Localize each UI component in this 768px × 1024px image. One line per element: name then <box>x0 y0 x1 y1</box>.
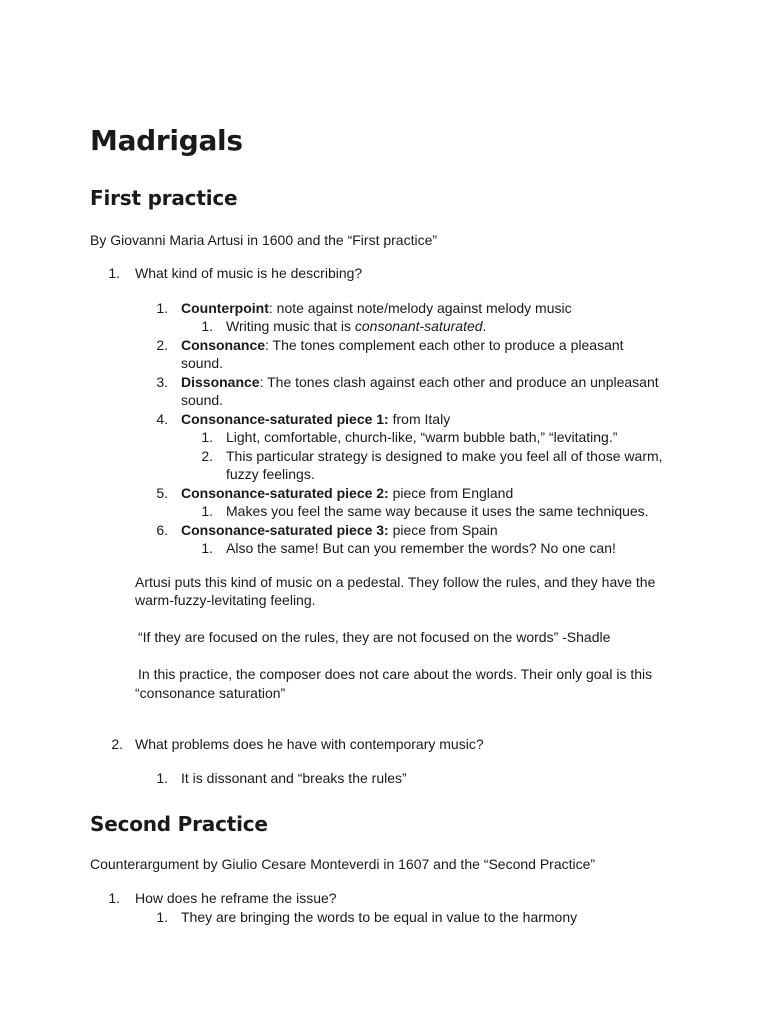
list-item-continuation: fuzzy feelings. <box>226 466 315 482</box>
list-number: 1. <box>201 503 213 519</box>
section-heading-first-practice: First practice <box>90 186 238 210</box>
paragraph-line: Artusi puts this kind of music on a pedestal. They follow the rules, and they have the <box>135 574 656 590</box>
definition: : The tones clash against each other and produce an unpleasant <box>259 374 659 390</box>
list-number: 4. <box>156 411 168 427</box>
list-number: 1. <box>201 429 213 445</box>
paragraph-line: “consonance saturation” <box>135 685 286 701</box>
definition: piece from Spain <box>388 522 498 538</box>
question-text: How does he reframe the issue? <box>135 890 337 906</box>
list-item <box>181 336 624 354</box>
definition: : The tones complement each other to produce a pleasant <box>265 337 624 353</box>
list-number: 5. <box>156 485 168 501</box>
list-number: 2. <box>201 448 213 464</box>
list-item: Also the same! But can you remember the words? No one can! <box>226 540 616 556</box>
list-number: 3. <box>156 374 168 390</box>
section-intro: Counterargument by Giulio Cesare Monteverdi in 1607 and the “Second Practice” <box>90 856 596 872</box>
list-number: 6. <box>156 522 168 538</box>
list-item <box>181 299 572 317</box>
list-number: 2. <box>156 337 168 353</box>
list-item <box>181 484 513 502</box>
emphasis: consonant-saturated <box>354 318 483 334</box>
list-item: Makes you feel the same way because it uses the same techniques. <box>226 503 649 519</box>
list-number: 1. <box>156 909 168 925</box>
list-number: 1. <box>156 300 168 316</box>
list-number: 1. <box>108 265 120 281</box>
section-heading-second-practice: Second Practice <box>90 812 268 836</box>
sub-text: Writing music that is <box>226 318 355 334</box>
list-item-continuation: sound. <box>181 392 224 408</box>
paragraph-line: warm-fuzzy-levitating feeling. <box>135 592 316 608</box>
list-item: This particular strategy is designed to make you feel all of those warm, <box>226 448 663 464</box>
definition: piece from England <box>388 485 514 501</box>
definition: : note against note/melody against melody music <box>268 300 572 316</box>
list-item: They are bringing the words to be equal in value to the harmony <box>181 909 578 925</box>
list-number: 1. <box>108 890 120 906</box>
paragraph-line: In this practice, the composer does not care about the words. Their only goal is this <box>138 666 653 682</box>
list-number: 1. <box>156 770 168 786</box>
list-item <box>181 373 659 391</box>
term: Consonance <box>181 337 266 353</box>
definition: from Italy <box>388 411 451 427</box>
list-number: 1. <box>201 540 213 556</box>
list-item: Light, comfortable, church-like, “warm bubble bath,” “levitating.” <box>226 429 618 445</box>
term: Consonance-saturated piece 2: <box>181 485 389 501</box>
list-item <box>226 317 486 335</box>
section-intro: By Giovanni Maria Artusi in 1600 and the “First practice” <box>90 232 438 248</box>
term: Consonance-saturated piece 3: <box>181 522 389 538</box>
term: Dissonance <box>181 374 260 390</box>
list-item-continuation: sound. <box>181 355 224 371</box>
list-item <box>181 521 498 539</box>
term: Counterpoint <box>181 300 269 316</box>
list-number: 2. <box>111 736 123 752</box>
term: Consonance-saturated piece 1: <box>181 411 389 427</box>
question-text: What kind of music is he describing? <box>135 265 363 281</box>
quote: “If they are focused on the rules, they are not focused on the words” -Shadle <box>138 629 611 645</box>
list-number: 1. <box>201 318 213 334</box>
page-title: Madrigals <box>90 124 243 157</box>
list-item <box>181 410 450 428</box>
sub-text-end: . <box>482 318 487 334</box>
question-text: What problems does he have with contemporary music? <box>135 736 484 752</box>
list-item: It is dissonant and “breaks the rules” <box>181 770 407 786</box>
